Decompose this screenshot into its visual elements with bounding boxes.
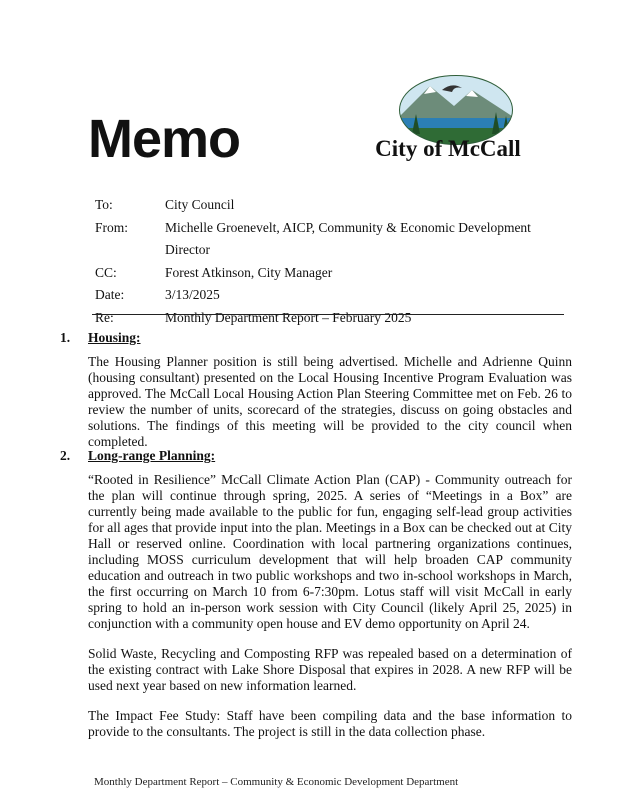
city-logo-text: City of McCall [375, 136, 521, 161]
header-value: Monthly Department Report – February 2025 [165, 309, 412, 325]
header-row-re [95, 307, 575, 330]
section-housing [60, 330, 572, 464]
header-value: Forest Atkinson, City Manager [165, 264, 333, 280]
header-value: 3/13/2025 [165, 287, 220, 302]
page-footer: Monthly Department Report – Community & Economic Development Department [94, 776, 459, 788]
section-number: 1. [60, 330, 71, 345]
memo-header [95, 194, 575, 329]
section-title: Long-range Planning: [88, 448, 216, 463]
header-label: Re: [95, 309, 114, 325]
header-value: Michelle Groenevelt, AICP, Community & Economic Development Director [165, 219, 531, 257]
header-row-to [95, 194, 575, 217]
section-number: 2. [60, 448, 71, 463]
section-paragraph: The Impact Fee Study: Staff have been compiling data and the base information to provide to the consultants. The project is still in the data collection phase. [88, 708, 572, 739]
memo-title: Memo [88, 109, 241, 169]
section-heading [60, 330, 572, 346]
header-divider [92, 314, 564, 315]
section-long-range-planning [60, 448, 572, 754]
header-label: To: [95, 197, 113, 212]
header-label: CC: [95, 264, 117, 280]
section-heading [60, 448, 572, 464]
section-paragraph: Solid Waste, Recycling and Composting RFP was repealed based on a determination of the existing contract with Lake Shore Disposal that expires in 2028. A new RFP will be used next year based on new information learned. [88, 646, 572, 693]
header-label: From: [95, 219, 129, 235]
section-paragraph: The Housing Planner position is still being advertised. Michelle and Adrienne Quinn (housing consultant) presented on the Local Housing Incentive Program Evaluation was approved. The McCall Local Housing Action Plan Steering Committee met on Feb. 26 to review the number of units, scorecard of the strategies, discuss on going obstacles and solutions. The findings of this meeting will be provided to the city council when completed. [88, 354, 572, 449]
header-row-date [95, 284, 575, 307]
header-row-from [95, 217, 575, 262]
header-value: City Council [165, 197, 235, 212]
header-label: Date: [95, 287, 125, 302]
header-row-cc [95, 262, 575, 285]
section-title: Housing: [88, 330, 141, 345]
section-paragraph: “Rooted in Resilience” McCall Climate Action Plan (CAP) - Community outreach for the plan will continue through spring, 2025. A series of “Meetings in a Box” are currently being made available to the public for fun, engaging self-lead group activities for all ages that provide input into the plan. Meetings in a Box can be checked out at City Hall or reserved online. Coordination with local partnering organizations continues, including MOSS curriculum development that will help broaden CAP community education and outreach in two public workshops and two in-school workshops in March, the first occurring on March 10 from 6-7:30pm. Lotus staff will visit McCall in early spring to hold an in-person work session with City Council (likely April 25, 2025) in conjunction with a community open house and EV demo opportunity on April 24. [88, 472, 572, 631]
